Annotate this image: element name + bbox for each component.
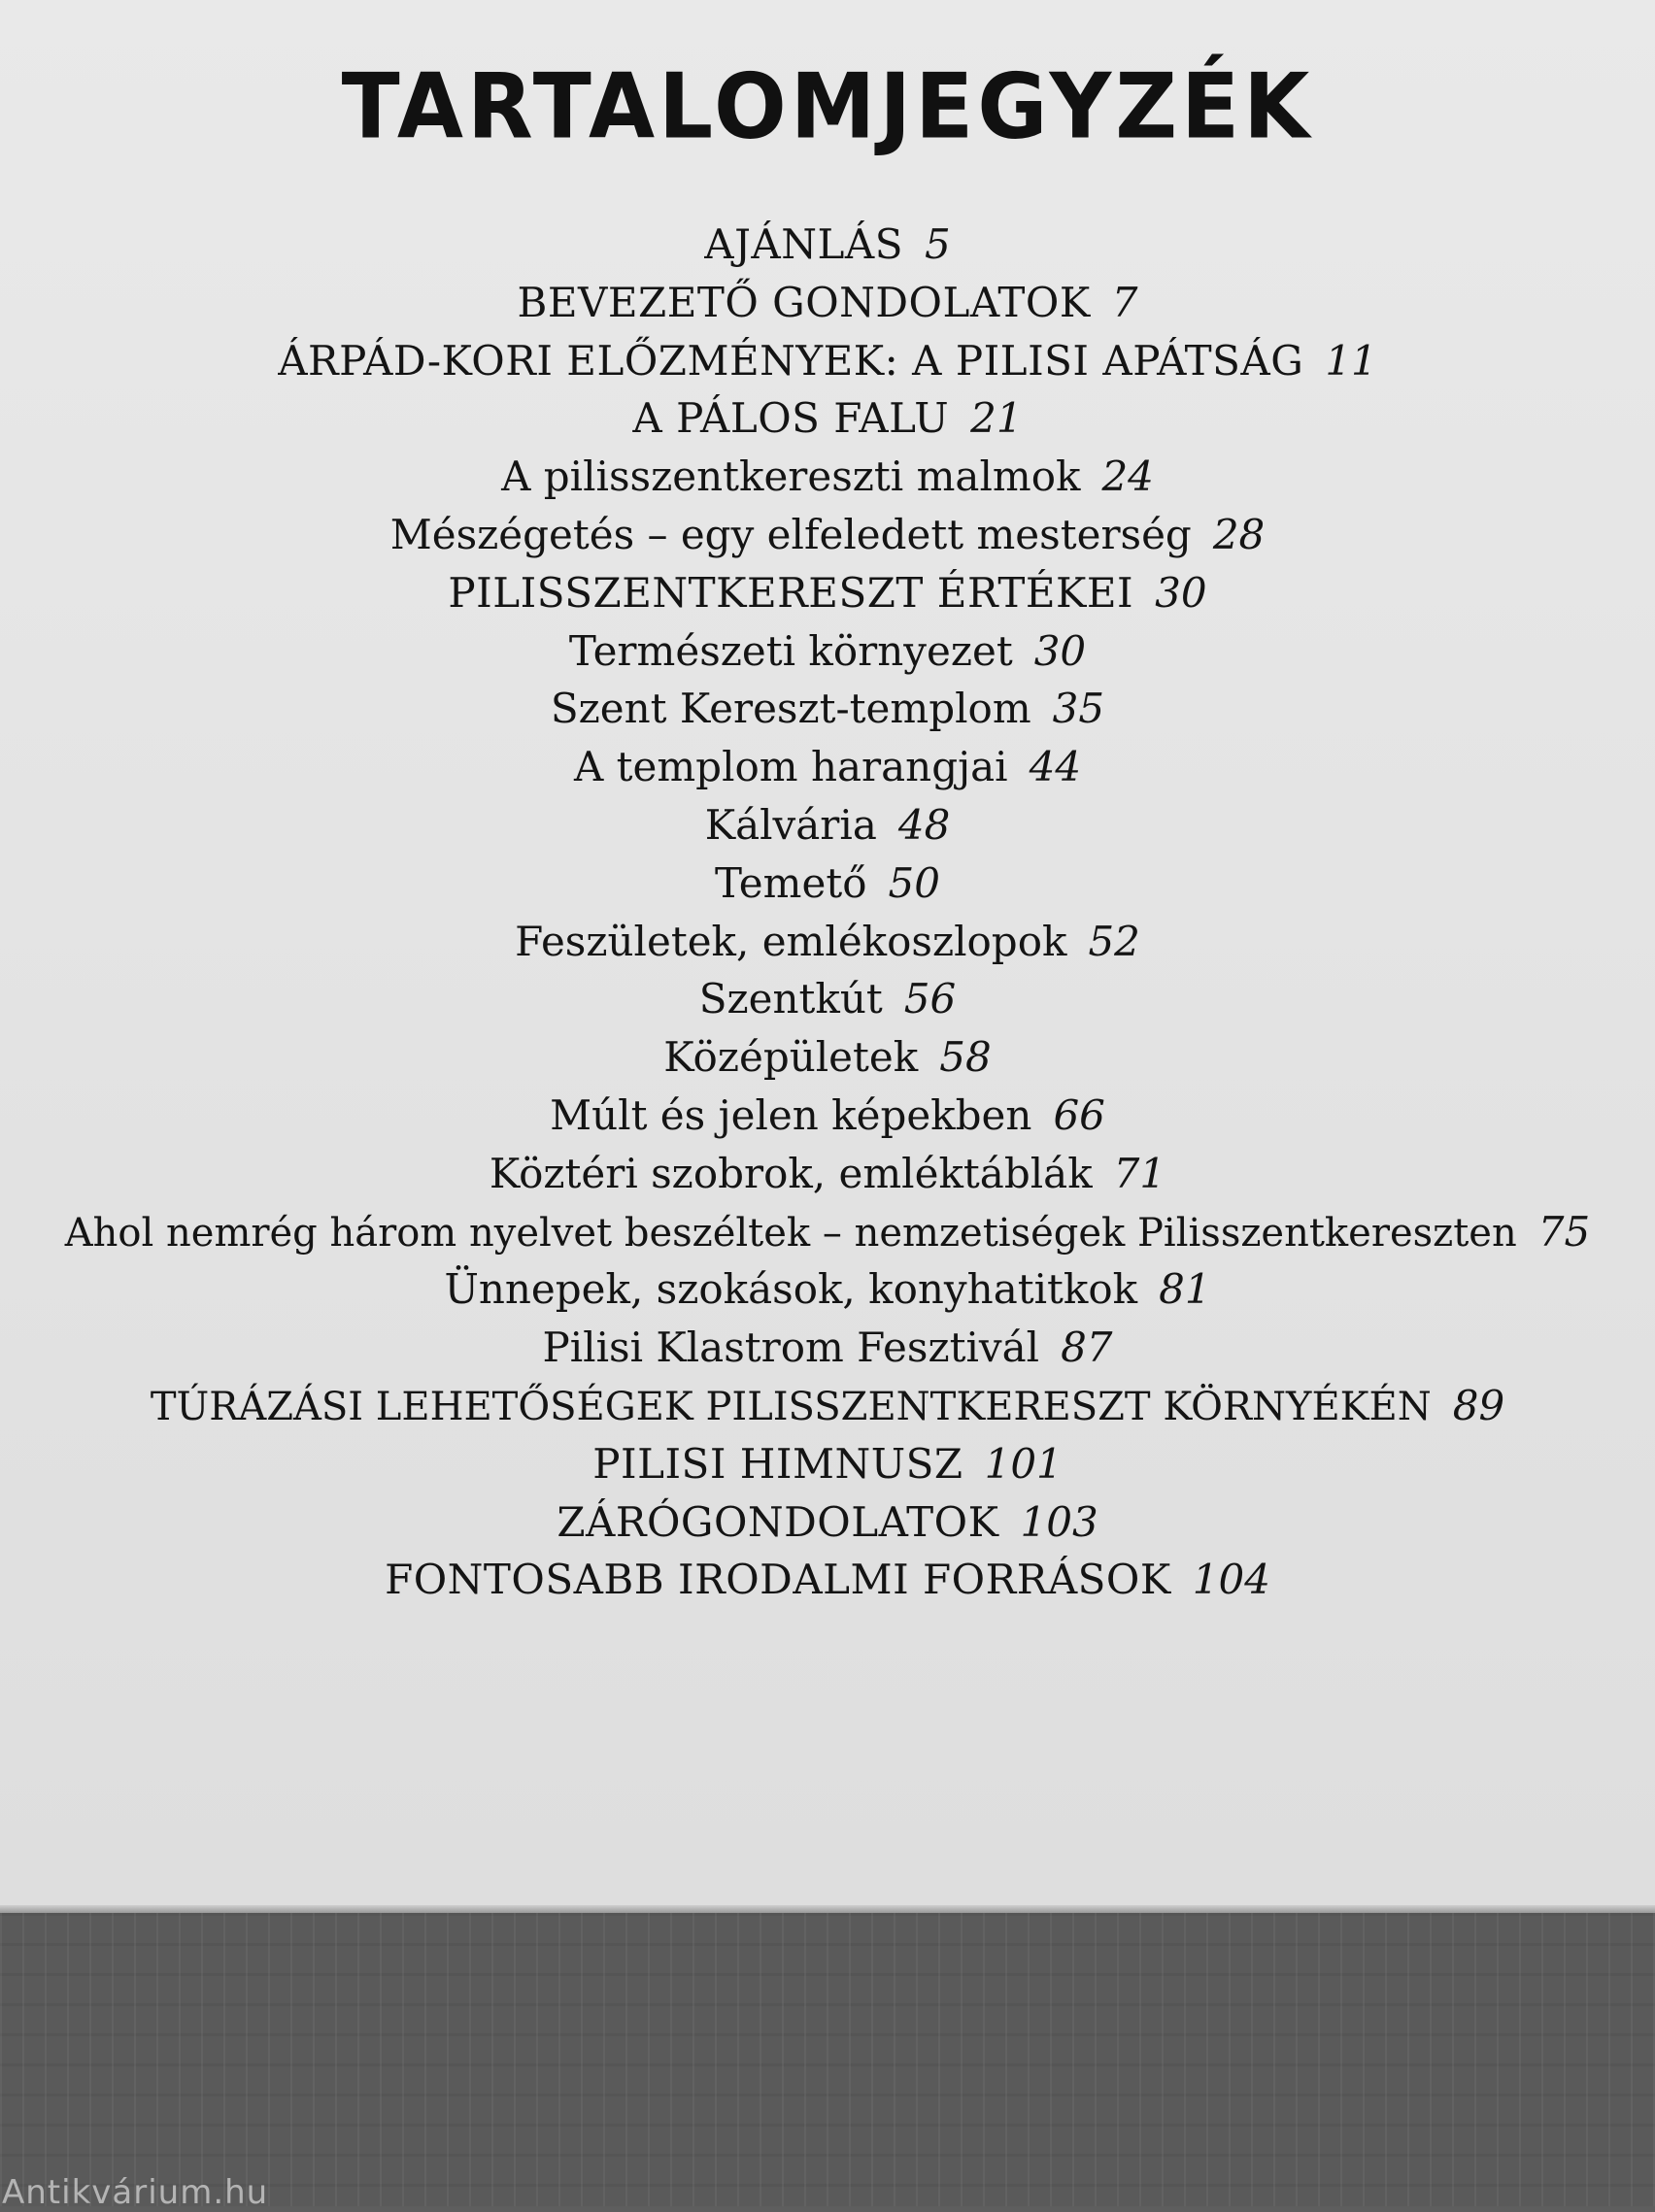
toc-entry-title: PILISSZENTKERESZT ÉRTÉKEI bbox=[448, 568, 1134, 617]
toc-entry-page-number: 58 bbox=[939, 1033, 992, 1082]
toc-entry-title: A PÁLOS FALU bbox=[632, 394, 950, 443]
toc-entry-page-number: 87 bbox=[1061, 1324, 1113, 1372]
toc-entry-title: Szent Kereszt-templom bbox=[550, 685, 1031, 733]
table-of-contents bbox=[0, 216, 1655, 1609]
page-edge bbox=[0, 1905, 1655, 1913]
toc-entry bbox=[0, 1493, 1655, 1552]
toc-entry-title: BEVEZETŐ GONDOLATOK bbox=[517, 278, 1091, 326]
toc-entry-page-number: 30 bbox=[1033, 626, 1087, 675]
toc-entry-page-number: 28 bbox=[1212, 510, 1266, 558]
toc-entry-title: A templom harangjai bbox=[573, 743, 1008, 791]
toc-entry-title: Szentkút bbox=[698, 975, 883, 1023]
toc-entry bbox=[0, 1087, 1655, 1145]
toc-entry-page-number: 24 bbox=[1101, 452, 1154, 501]
toc-entry-title: ÁRPÁD-KORI ELŐZMÉNYEK: A PILISI APÁTSÁG bbox=[278, 336, 1304, 385]
toc-entry-page-number: 104 bbox=[1192, 1556, 1270, 1604]
toc-entry bbox=[0, 855, 1655, 913]
toc-entry bbox=[0, 1551, 1655, 1609]
toc-entry bbox=[0, 1435, 1655, 1493]
toc-entry bbox=[0, 1260, 1655, 1319]
toc-entry-page-number: 35 bbox=[1052, 685, 1105, 733]
toc-entry-title: Feszületek, emlékoszlopok bbox=[515, 917, 1067, 965]
toc-entry-page-number: 81 bbox=[1159, 1265, 1211, 1314]
toc-entry-page-number: 103 bbox=[1020, 1497, 1098, 1546]
toc-entry-page-number: 5 bbox=[925, 220, 951, 268]
toc-entry bbox=[0, 738, 1655, 796]
toc-entry bbox=[0, 332, 1655, 390]
toc-entry-title: Múlt és jelen képekben bbox=[550, 1090, 1032, 1139]
toc-entry-title: TÚRÁZÁSI LEHETŐSÉGEK PILISSZENTKERESZT KÖRNYÉKÉN bbox=[150, 1384, 1432, 1429]
toc-entry bbox=[0, 1028, 1655, 1087]
toc-entry-page-number: 21 bbox=[970, 394, 1023, 443]
toc-entry bbox=[0, 1203, 1655, 1261]
toc-entry bbox=[0, 1319, 1655, 1377]
toc-entry-title: Temető bbox=[715, 858, 867, 907]
toc-entry-page-number: 75 bbox=[1537, 1207, 1591, 1256]
toc-entry-page-number: 52 bbox=[1088, 917, 1140, 965]
toc-entry bbox=[0, 274, 1655, 332]
toc-entry bbox=[0, 564, 1655, 622]
toc-entry-page-number: 7 bbox=[1111, 278, 1138, 326]
toc-entry bbox=[0, 796, 1655, 855]
toc-entry-page-number: 50 bbox=[888, 858, 940, 907]
toc-entry-title: Kálvária bbox=[704, 800, 877, 849]
toc-entry-title: FONTOSABB IRODALMI FORRÁSOK bbox=[385, 1556, 1171, 1604]
toc-entry bbox=[0, 506, 1655, 564]
toc-entry-page-number: 89 bbox=[1452, 1381, 1505, 1429]
toc-entry bbox=[0, 389, 1655, 448]
toc-entry-title: AJÁNLÁS bbox=[704, 220, 903, 268]
toc-entry-page-number: 101 bbox=[984, 1439, 1063, 1488]
toc-entry-title: Mészégetés – egy elfeledett mesterség bbox=[389, 510, 1192, 558]
toc-entry-page-number: 30 bbox=[1155, 568, 1207, 617]
toc-entry bbox=[0, 970, 1655, 1028]
toc-entry-title: Középületek bbox=[663, 1033, 919, 1082]
toc-entry-page-number: 71 bbox=[1113, 1149, 1166, 1197]
toc-entry-title: Pilisi Klastrom Fesztivál bbox=[542, 1324, 1040, 1372]
toc-entry-title: ZÁRÓGONDOLATOK bbox=[557, 1497, 999, 1546]
toc-entry bbox=[0, 1145, 1655, 1203]
toc-entry-title: A pilisszentkereszti malmok bbox=[501, 452, 1081, 501]
toc-entry-page-number: 11 bbox=[1325, 336, 1377, 385]
toc-entry-page-number: 48 bbox=[897, 800, 951, 849]
toc-entry-page-number: 56 bbox=[903, 975, 957, 1023]
toc-entry-title: Természeti környezet bbox=[568, 626, 1013, 675]
toc-entry-title: Ahol nemrég három nyelvet beszéltek – nemzetiségek Pilisszentkereszten bbox=[64, 1210, 1517, 1256]
watermark: Antikvárium.hu bbox=[2, 2173, 269, 2212]
toc-entry bbox=[0, 216, 1655, 274]
toc-entry bbox=[0, 622, 1655, 681]
toc-entry bbox=[0, 448, 1655, 506]
toc-entry-page-number: 44 bbox=[1029, 743, 1082, 791]
toc-entry bbox=[0, 913, 1655, 971]
toc-entry-title: Ünnepek, szokások, konyhatitkok bbox=[444, 1265, 1138, 1314]
toc-entry-title: PILISI HIMNUSZ bbox=[592, 1439, 963, 1488]
toc-entry-title: Köztéri szobrok, emléktáblák bbox=[489, 1149, 1093, 1197]
toc-entry bbox=[0, 1377, 1655, 1435]
background-surface bbox=[0, 1913, 1655, 2212]
page-title: TARTALOMJEGYZÉK bbox=[341, 53, 1314, 159]
toc-entry bbox=[0, 680, 1655, 738]
toc-entry-page-number: 66 bbox=[1053, 1090, 1105, 1139]
